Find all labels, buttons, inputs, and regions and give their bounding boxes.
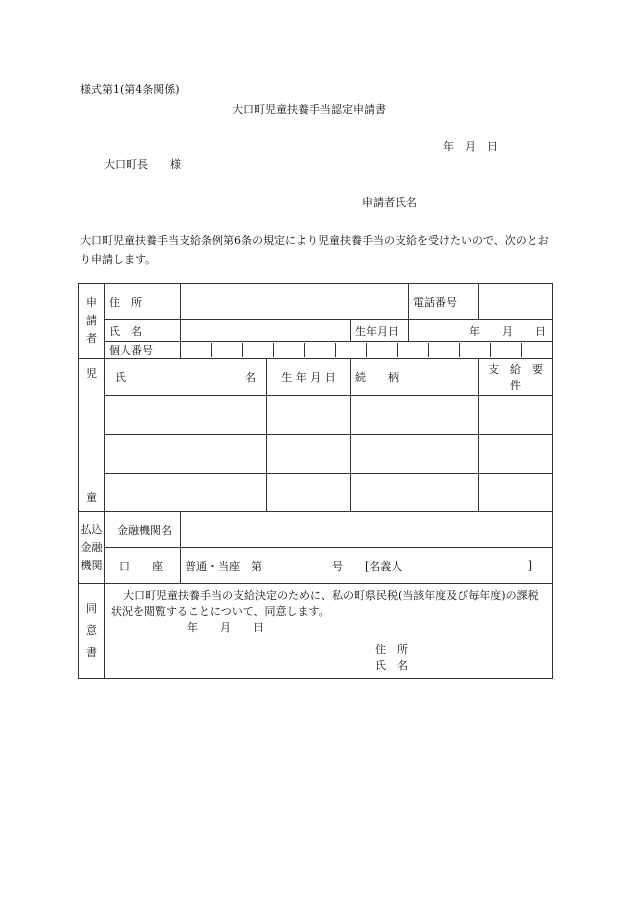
child-relation-field[interactable]: [351, 474, 479, 512]
account-field[interactable]: [181, 548, 553, 584]
institution-field[interactable]: [181, 512, 553, 548]
digit-box[interactable]: [304, 343, 335, 357]
individual-number-label: 個人番号: [105, 342, 181, 359]
digit-box[interactable]: [428, 343, 459, 357]
child-birth-field[interactable]: [267, 474, 351, 512]
name-field[interactable]: [181, 320, 351, 342]
child-name-field[interactable]: [105, 395, 267, 434]
applicant-side-label: 申請者: [79, 284, 105, 359]
child-requirement-field[interactable]: [479, 395, 553, 434]
child-birth-field[interactable]: [267, 395, 351, 434]
individual-number-field[interactable]: [181, 342, 553, 359]
institution-label: 金融機関名: [105, 512, 181, 548]
digit-box[interactable]: [335, 343, 366, 357]
name-label: 氏 名: [105, 320, 181, 342]
holder-label: [名義人: [365, 559, 403, 573]
birth-label: 生年月日: [351, 320, 409, 342]
address-label: 住 所: [105, 284, 181, 320]
child-birth-field[interactable]: [267, 434, 351, 473]
consent-block: [105, 584, 553, 679]
digit-box[interactable]: [211, 343, 242, 357]
intro-text: 大口町児童扶養手当支給条例第6条の規定により児童扶養手当の支給を受けたいので、次のとおり申請します。: [80, 234, 549, 266]
child-requirement-field[interactable]: [479, 474, 553, 512]
child-name-field[interactable]: [105, 474, 267, 512]
digit-box[interactable]: [490, 343, 521, 357]
child-side-label: 児 童: [79, 359, 105, 512]
bank-side-label: 払込金融機関: [79, 512, 105, 584]
child-name-header: 氏 名: [105, 359, 267, 396]
digit-box[interactable]: [242, 343, 273, 357]
child-requirement-header: 支 給 要 件: [479, 359, 553, 396]
account-label: 口 座: [105, 548, 181, 584]
digit-box[interactable]: [366, 343, 397, 357]
digit-box[interactable]: [273, 343, 304, 357]
digit-box[interactable]: [521, 343, 552, 357]
consent-address-label: 住 所: [375, 643, 408, 656]
child-requirement-field[interactable]: [479, 434, 553, 473]
consent-text: 大口町児童扶養手当の支給決定のために、私の町県民税(当該年度及び毎年度)の課税状況を閲覧することについて、同意します。: [111, 589, 539, 618]
child-name-field[interactable]: [105, 434, 267, 473]
digit-box[interactable]: [397, 343, 428, 357]
child-relation-header: 続 柄: [351, 359, 479, 396]
phone-label: 電話番号: [409, 284, 479, 320]
child-birth-header: 生 年 月 日: [267, 359, 351, 396]
applicant-name-label: 申請者氏名: [362, 196, 417, 209]
phone-field[interactable]: [479, 284, 553, 320]
consent-date[interactable]: 年 月 日: [187, 621, 264, 634]
digit-box[interactable]: [459, 343, 490, 357]
account-number-suffix: 号: [332, 559, 343, 573]
account-type: 普通・当座 第: [185, 559, 262, 573]
child-relation-field[interactable]: [351, 395, 479, 434]
application-form-table: [78, 283, 553, 679]
child-relation-field[interactable]: [351, 434, 479, 473]
birth-date-field[interactable]: 年 月 日: [409, 320, 553, 342]
holder-close: ]: [527, 559, 532, 572]
addressee: 大口町長 様: [104, 158, 181, 171]
form-number: 様式第1(第4条関係): [80, 83, 180, 96]
digit-box[interactable]: [181, 343, 211, 357]
application-date[interactable]: 年 月 日: [443, 140, 498, 153]
form-title: 大口町児童扶養手当認定申請書: [232, 103, 386, 116]
address-field[interactable]: [181, 284, 409, 320]
consent-side-label: 同意書: [79, 584, 105, 679]
consent-name-label: 氏 名: [375, 659, 408, 672]
